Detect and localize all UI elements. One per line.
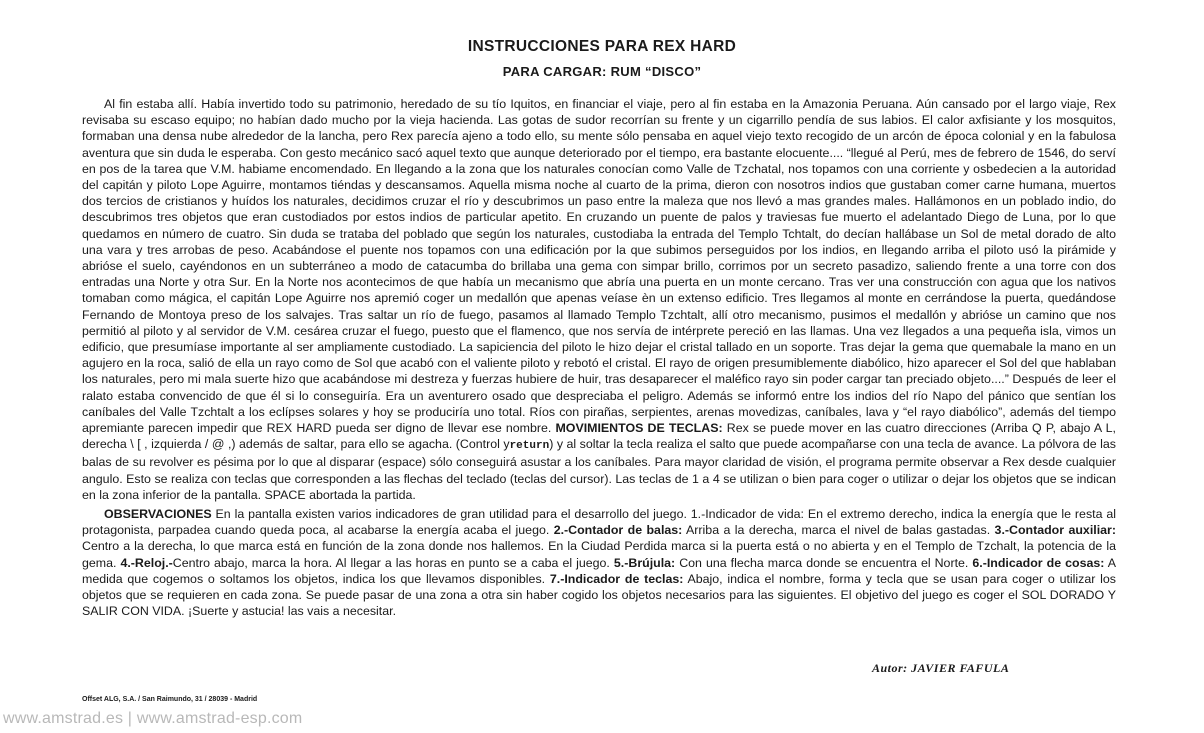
loading-instructions: PARA CARGAR: RUM “DISCO” bbox=[502, 64, 702, 79]
bullet-counter-text: Arriba a la derecha, marca el nivel de balas gastadas. bbox=[682, 523, 995, 538]
key-movements-text: Rex se puede mover en las cuatro direcciones (Arriba Q P, abajo A L, derecha \ [ , izquierda / @ ,) además de saltar, para ello se agacha. (Control y bbox=[82, 421, 1116, 452]
clock-heading: 4.-Reloj.- bbox=[120, 555, 173, 570]
instructions-body bbox=[82, 96, 1116, 620]
compass-text: Con una flecha marca donde se encuentra el Norte. bbox=[675, 555, 973, 570]
return-key-label: return bbox=[509, 440, 550, 453]
story-paragraph bbox=[82, 96, 1116, 503]
page-title: INSTRUCCIONES PARA REX HARD bbox=[467, 38, 737, 55]
aux-counter-text: Centro a la derecha, lo que marca está en función de la zona donde nos hallemos. En la Ciudad Perdida marca si la puerta está o no abierta y en el Templo de Tzchalt, la potencia de la gema. bbox=[82, 539, 1116, 570]
observations-text: En la pantalla existen varios indicadores de gran utilidad para el desarrollo del juego. 1.-Indicador de vida: En el extremo derecho, indica la energía que le resta al protagonista, parpadea cuando queda poca, al acabarse la energía acaba el juego. bbox=[82, 507, 1116, 538]
bullet-counter-heading: 2.-Contador de balas: bbox=[553, 523, 683, 538]
observations-heading: OBSERVACIONES bbox=[104, 507, 212, 522]
items-indicator-heading: 6.-Indicador de cosas: bbox=[972, 555, 1105, 570]
key-movements-heading: MOVIMIENTOS DE TECLAS: bbox=[555, 421, 723, 436]
keys-indicator-text: Abajo, indica el nombre, forma y tecla que se usan para coger o utilizar los objetos que se requieren en cada zona. Se puede pasar de una zona a otra sin haber cogido los objetos necesarios para las siguientes. El objetivo del juego es coger el SOL DORADO Y SALIR CON VIDA. ¡Suerte y astucia! las vais a necesitar. bbox=[82, 571, 1117, 619]
keys-indicator-heading: 7.-Indicador de teclas: bbox=[549, 571, 684, 586]
items-indicator-text: A medida que cogemos o soltamos los objetos, indica los que llevamos disponibles. bbox=[82, 555, 1116, 586]
controls-text: ) y al soltar la tecla realiza el salto que puede acompañarse con una tecla de avance. La pólvora de las balas de su revolver es pésima por lo que al disparar (espace) sólo conseguirá asustar a los caníbales. Para mayor claridad de visión, el programa permite observar a Rex desde cualquier angulo. Esto se realiza con teclas que corresponden a las flechas del teclado (teclas del cursor). Las teclas de 1 a 4 se utilizan o bien para coger o utilizar o dejar los objetos que se indican en la zona inferior de la pantalla. SPACE abortada la partida. bbox=[82, 437, 1117, 502]
printer-imprint: Offset ALG, S.A. / San Raimundo, 31 / 28039 - Madrid bbox=[82, 696, 258, 703]
site-watermark: www.amstrad.es | www.amstrad-esp.com bbox=[3, 710, 303, 727]
clock-text: Centro abajo, marca la hora. Al llegar a las horas en punto se a caba el juego. bbox=[172, 555, 614, 570]
author-credit: Autor: JAVIER FAFULA bbox=[872, 661, 1010, 675]
aux-counter-heading: 3.-Contador auxiliar: bbox=[994, 523, 1116, 538]
observations-paragraph bbox=[82, 506, 1116, 619]
compass-heading: 5.-Brújula: bbox=[613, 555, 676, 570]
story-text: Al fin estaba allí. Había invertido todo su patrimonio, heredado de su tío Iquitos, en financiar el viaje, pero al fin estaba en la Amazonia Peruana. Aún cansado por el largo viaje, Rex revisaba su escaso equipo; no habían dado mucho por la vieja hacienda. Las gotas de sudor recorrían su frente y un cigarrillo pendía de sus labios. El calor axfisiante y los mosquitos, formaban una densa nube alrededor de la lancha, pero Rex parecía ajeno a todo ello, su mente sólo pensaba en aquel viejo texto recogido de un arcón de época colonial y en la fabulosa aventura que sin duda le esperaba. Con gesto mecánico sacó aquel texto que aunque deteriorado por el tiempo, era bastante elocuente.... “llegué al Perú, mes de febrero de 1546, do serví en pos de la tarea que V.M. habiame encomendado. En llegando a la zona que los naturales conocían como Valle de Tzchatal, nos topamos con una corriente y osbedecien a la autoridad del capitán y piloto Lope Aguirre, montamos tiéndas y descansamos. Aquella misma noche al cuarto de la prima, dieron con nosotros indios que gustaban comer carne humana, muertos dos tercios de cristianos y huídos los naturales, decidimos cruzar el río y descubrimos un paso entre la maleza que nos llevó a mas grandes males. Hallámonos en un poblado indio, do descubrimos tres objetos que eran custodiados por estos indios de particular apetito. En cruzando un puente de palos y traviesas fue muerto el adelantado Diego de Luna, por lo que quedamos en número de cuatro. Sin duda se trataba del poblado que según los naturales, custodiaba la entrada del Templo Tchtalt, do decían hallábase un Sol de metal dorado de alto una vara y tres arrobas de peso. Acabándose el puente nos topamos con una edificación por la que subimos perseguidos por los indios, en llegando arriba el piloto usó la pirámide y abrióse el suelo, cayéndonos en un subterráneo a modo de catacumba do brillaba una gema con simpar brillo, corrimos por un secreto pasadizo, saliendo frente a una torre con dos entradas una Norte y otra Sur. En la Norte nos acontecimos de que había un mecanismo que abría una puerta en un monte cercano. Tras ver una construcción con agua que los nativos tomaban como mágica, el capitán Lope Aguirre nos apremió coger un medallón que apenas veíase èn un extenso edificio. Tres llegamos al monte en cerrándose la puerta, quedándose Fernando de Montoya preso de los salvajes. Tras saltar un río de fuego, pasamos al llamado Templo Tzchtalt, allí otro mecanismo, pusimos el medallón y abrióse un camino que nos permitió al piloto y al servidor de V.M. cesárea cruzar el fuego, puesto que el flamenco, que nos servía de intérprete pereció en las llamas. Una vez llegados a una pequeña isla, vimos un edificio, que presumíase importante al ser ampliamente custodiado. La sapiciencia del piloto le hizo dejar el cristal tallado en un soporte. Tras dejar la gema que quemabale la mano en un agujero en la roca, salió de ella un rayo como de Sol que acabó con el valiente piloto y rebotó el cristal. El rayo de origen presumiblemente diabólico, hizo aparecer el Sol del que hablaban los naturales, pero mi mala suerte hizo que acabándose mi destreza y fuerzas hubiere de huir, tras desaparecer el maléfico rayo sin poder cargar tan preciado objeto....” Después de leer el ralato estaba convencido de que él si lo conseguiría. Era un aventurero osado que despreciaba el peligro. Además se informó entre los indios del río Napo del pánico que sentían los caníbales del Valle Tzchtalt a los eclípses solares y hoy se produciría uno total. Ríos con pirañas, serpientes, arenas movedizas, caníbales, lava y “el rayo diabólico”, además del tiempo apremiante parecen impedir que REX HARD pueda ser digno de llevar ese nombre. bbox=[82, 97, 1116, 436]
